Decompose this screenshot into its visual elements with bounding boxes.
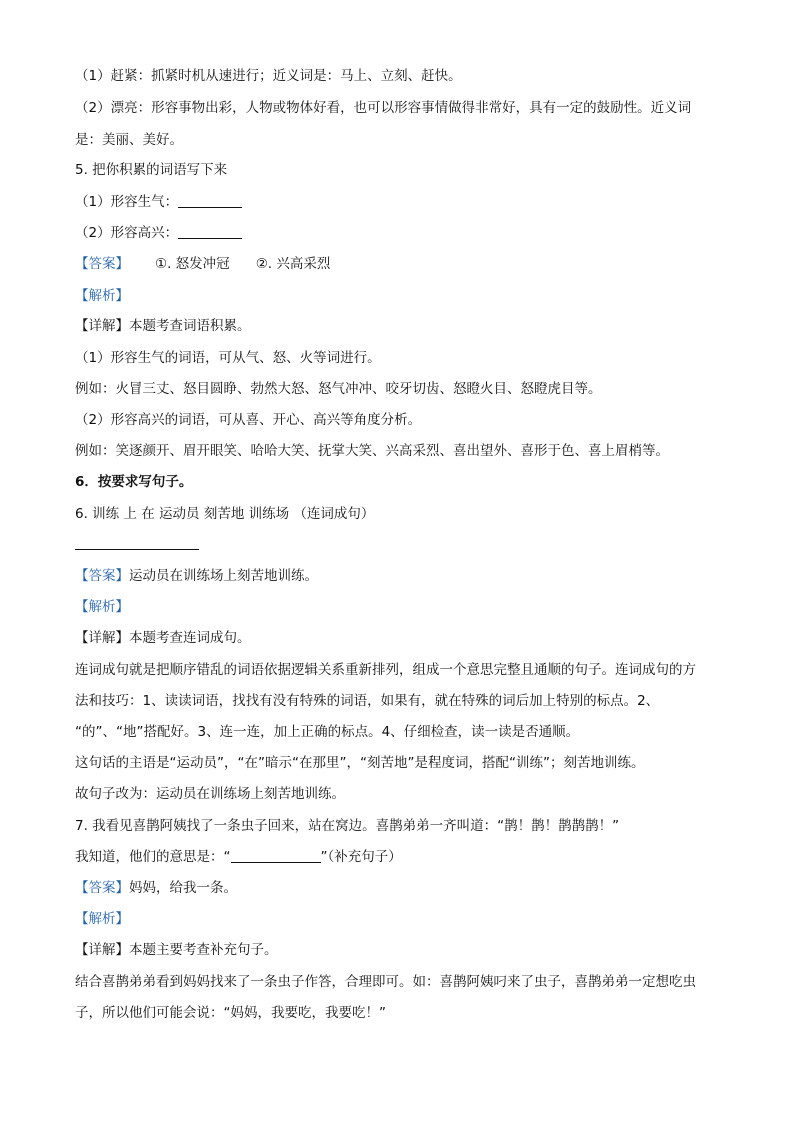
- q6-line2: 法和技巧：1、读读词语，找找有没有特殊的词语，如果有，就在特殊的词后加上特别的标点。2、: [75, 693, 660, 709]
- q5-sub2-blank: [178, 224, 242, 239]
- q5-detail: [75, 316, 251, 336]
- q6-answer-text: 运动员在训练场上刻苦地训练。: [129, 568, 318, 584]
- section6-heading: 6．按要求写句子。: [75, 474, 193, 490]
- q5-line3: （2）形容高兴的词语，可从喜、开心、高兴等角度分析。: [75, 412, 422, 428]
- q6-line5: 故句子改为：运动员在训练场上刻苦地训练。: [75, 786, 345, 802]
- q7-prompt-before: 我知道，他们的意思是：“: [75, 849, 231, 865]
- q6-detail-text: 本题考查连词成句。: [129, 630, 251, 646]
- q6-detail: [75, 628, 251, 648]
- q4-explain-item2-line1: （2）漂亮：形容事物出彩，人物或物体好看，也可以形容事情做得非常好，具有一定的鼓励性。近义词: [75, 100, 692, 116]
- q5-detail-text: 本题考查词语积累。: [129, 318, 251, 334]
- q7-prompt: [75, 847, 402, 867]
- q7-detail: [75, 940, 278, 960]
- q5-line2: 例如：火冒三丈、怒目圆睁、勃然大怒、怒气冲冲、咬牙切齿、怒瞪火目、怒瞪虎目等。: [75, 381, 602, 397]
- q7-answer: [75, 878, 237, 898]
- q5-line4: 例如：笑逐颜开、眉开眼笑、哈哈大笑、抚掌大笑、兴高采烈、喜出望外、喜形于色、喜上眉梢等。: [75, 443, 669, 459]
- q7-answer-blank: [231, 848, 321, 863]
- q5-sub1-blank: [178, 193, 242, 208]
- answer-label: 【答案】: [75, 568, 129, 584]
- q7-analysis-label: 【解析】: [75, 911, 129, 927]
- answer-label: 【答案】: [75, 256, 129, 272]
- q7-line1: 结合喜鹊弟弟看到妈妈找来了一条虫子作答，合理即可。如：喜鹊阿姨叼来了虫子，喜鹊弟弟一定想吃虫: [75, 974, 696, 990]
- q7-prompt-after: ”（补充句子）: [320, 849, 402, 865]
- q6-blank-row: [75, 534, 199, 554]
- q5-sub2-label: （2）形容高兴：: [75, 225, 179, 241]
- q6-line3: “的”、“地”搭配好。3、连一连，加上正确的标点。4、仔细检查，读一读是否通顺。: [75, 724, 580, 740]
- q5-analysis-label: 【解析】: [75, 288, 129, 304]
- q5-answer: [75, 254, 330, 274]
- q4-explain-item1: （1）赶紧：抓紧时机从速进行；近义词是：马上、立刻、赶快。: [75, 68, 462, 84]
- q6-answer-blank: [75, 535, 199, 550]
- q5-sub2: [75, 223, 242, 243]
- q6-analysis-label: 【解析】: [75, 599, 129, 615]
- answer-label: 【答案】: [75, 880, 129, 896]
- q5-answer-1: ①. 怒发冲冠: [155, 256, 230, 272]
- q5-title: 5. 把你积累的词语写下来: [75, 162, 228, 178]
- q5-sub1-label: （1）形容生气：: [75, 194, 179, 210]
- detail-label: 【详解】: [75, 942, 129, 958]
- q6-line4: 这句话的主语是“运动员”，“在”暗示“在那里”，“刻苦地”是程度词，搭配“训练”；刻苦地训练。: [75, 755, 645, 771]
- q7-title: 7. 我看见喜鹊阿姨找了一条虫子回来，站在窝边。喜鹊弟弟一齐叫道：“鹊！鹊！鹊鹊鹊！”: [75, 818, 620, 834]
- q5-line1: （1）形容生气的词语，可从气、怒、火等词进行。: [75, 350, 381, 366]
- q6-title: 6. 训练 上 在 运动员 刻苦地 训练场 （连词成句）: [75, 506, 375, 522]
- detail-label: 【详解】: [75, 318, 129, 334]
- q7-detail-text: 本题主要考查补充句子。: [129, 942, 278, 958]
- q5-answer-2: ②. 兴高采烈: [255, 256, 331, 272]
- q4-explain-item2-line2: 是：美丽、美好。: [75, 132, 183, 148]
- q6-line1: 连词成句就是把顺序错乱的词语依据逻辑关系重新排列，组成一个意思完整且通顺的句子。连词成句的方: [75, 662, 696, 678]
- q7-line2: 子，所以他们可能会说：“妈妈，我要吃，我要吃！”: [75, 1005, 386, 1021]
- q5-sub1: [75, 192, 242, 212]
- q7-answer-text: 妈妈，给我一条。: [129, 880, 237, 896]
- detail-label: 【详解】: [75, 630, 129, 646]
- q6-answer: [75, 566, 318, 586]
